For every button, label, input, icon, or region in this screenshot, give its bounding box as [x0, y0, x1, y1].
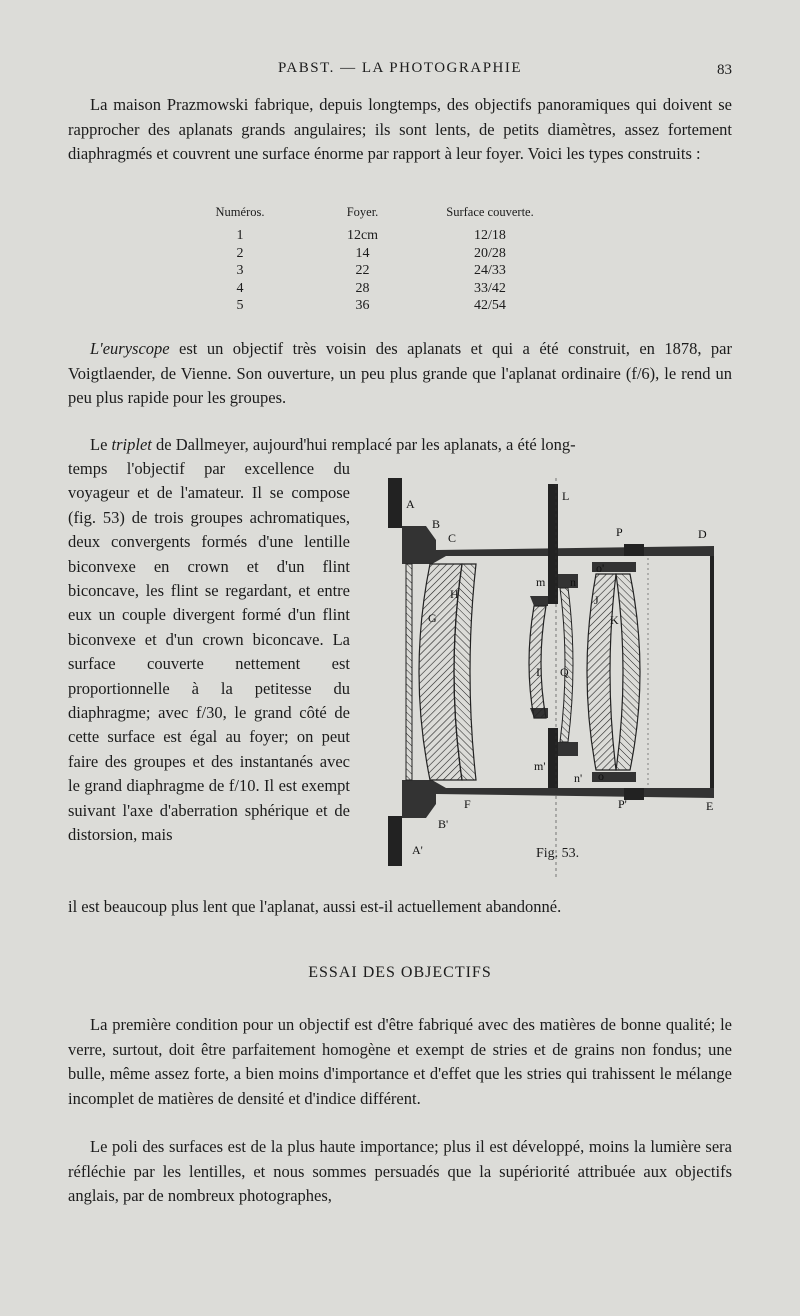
- fig-label: m: [536, 575, 546, 589]
- column-header-surface: Surface couverte.: [446, 205, 534, 219]
- table-cell: 42/54: [474, 298, 506, 313]
- fig-label: J: [594, 593, 599, 607]
- fig-label: n': [574, 771, 583, 785]
- triplet-term: triplet: [111, 435, 152, 454]
- paragraph-euryscope: [68, 337, 732, 411]
- fig-label: F: [464, 797, 471, 811]
- paragraph-prazmowski: La maison Prazmowski fabrique, depuis longtemps, des objectifs panoramiques qui doivent se rapprocher des aplanats grands angulaires; ils sont lents, de petits diamètres, assez fortement diaphragmés et couvrent une surface énorme par rapport à leur foyer. Voici les types construits :: [68, 95, 732, 163]
- table-header-row: [180, 205, 555, 227]
- fig-label: B: [432, 517, 441, 531]
- table-cell: 33/42: [474, 280, 506, 296]
- column-header-foyer: Foyer.: [346, 205, 379, 219]
- table-row: [180, 280, 555, 298]
- fig-label: L: [562, 489, 570, 503]
- page-number: 83: [717, 62, 732, 78]
- table-row: [180, 245, 555, 263]
- front-lens-group: [419, 564, 476, 780]
- paragraph-triplet-end: il est beaucoup plus lent que l'aplanat, aussi est-il actuellement abandonné.: [68, 897, 562, 916]
- paragraph-triplet-wrapped: temps l'objectif par excellence du voyageur et de l'amateur. Il se compose (fig. 53) de trois groupes achromatiques, deux convergents formés d'une lentille biconvexe en crown et d'un flint biconcave, les flint se regardant, et entre eux un couple divergent formé d'un flint biconvexe et d'un crown biconcave. La surface couverte nettement est proportionnelle à la petitesse du diaphragme; avec f/30, le grand côté de cette surface est égal au foyer; on peut faire des groupes et des instantanés avec le grand diaphragme de f/10. Il est exempt suivant l'axe d'aberration sphérique et de distorsion, mais: [68, 459, 350, 845]
- paragraph-quality: La première condition pour un objectif est d'être fabriqué avec des matières de bonne qualité; le verre, surtout, doit être parfaitement homogène et exempt de stries et de grains non fondus; une bulle, même assez forte, a bien moins d'importance et d'effet que les stries qui trahissent le mélange incomplet de matières de densité et d'indice différent.: [68, 1015, 732, 1108]
- triplet-first-line-text: de Dallmeyer, aujourd'hui remplacé par les aplanats, a été long-: [151, 435, 576, 454]
- table-cell: 5: [236, 298, 244, 313]
- fig-label: A': [412, 843, 423, 857]
- table-cell: 36: [355, 298, 370, 313]
- fig-label: I: [536, 665, 540, 679]
- euryscope-term: L'euryscope: [90, 339, 170, 358]
- table-cell: 12cm: [346, 228, 379, 243]
- section-heading: ESSAI DES OBJECTIFS: [308, 964, 492, 981]
- table-cell: 28: [355, 280, 370, 296]
- fig-label: H: [450, 587, 459, 601]
- table-row: [180, 227, 555, 245]
- table-cell: 22: [355, 263, 370, 278]
- table-cell: 14: [355, 245, 370, 261]
- fig-label: B': [438, 817, 449, 831]
- table-row: [180, 262, 555, 280]
- table-cell: 2: [236, 245, 244, 261]
- lens-types-table: [180, 205, 555, 315]
- table-row: [180, 297, 555, 315]
- figure-53: [384, 478, 730, 878]
- euryscope-text: est un objectif très voisin des aplanats et qui a été construit, en 1878, par Voigtlaender, de Vienne. Son ouverture, un peu plus grande que l'aplanat ordinaire (f/6), le rend un peu plus rapide pour les groupes.: [68, 339, 732, 407]
- table-cell: 24/33: [474, 263, 506, 278]
- column-header-numeros: Numéros.: [215, 205, 265, 219]
- fig-label: E: [706, 799, 714, 813]
- fig-label: C: [448, 531, 457, 545]
- page-header: [0, 60, 800, 84]
- fig-label: Q: [560, 665, 569, 679]
- paragraph-triplet-first-line: [68, 433, 732, 458]
- fig-label: G: [428, 611, 437, 625]
- table-cell: 3: [236, 263, 244, 278]
- fig-label: o': [596, 561, 605, 575]
- fig-label: K: [610, 613, 619, 627]
- fig-label: D: [698, 527, 707, 541]
- fig-label: m': [534, 759, 546, 773]
- table-cell: 1: [236, 228, 244, 243]
- figure-caption: Fig. 53.: [536, 846, 580, 861]
- fig-label: P: [616, 525, 623, 539]
- table-cell: 20/28: [474, 245, 506, 261]
- triplet-intro: Le: [90, 435, 112, 454]
- fig-label: o: [598, 769, 604, 783]
- triplet-lens-diagram: [384, 478, 730, 878]
- fig-label: A: [406, 497, 415, 511]
- fig-label: n: [570, 575, 576, 589]
- paragraph-polish: Le poli des surfaces est de la plus haute importance; plus il est développé, moins la lumière sera réfléchie par les lentilles, et nous sommes persuadés que la supériorité attribuée aux objectifs anglais, par de nombreux photographes,: [68, 1137, 732, 1205]
- table-cell: 4: [236, 280, 244, 296]
- fig-label: P': [618, 797, 627, 811]
- running-title: PABST. — LA PHOTOGRAPHIE: [277, 60, 523, 76]
- table-cell: 12/18: [474, 228, 506, 243]
